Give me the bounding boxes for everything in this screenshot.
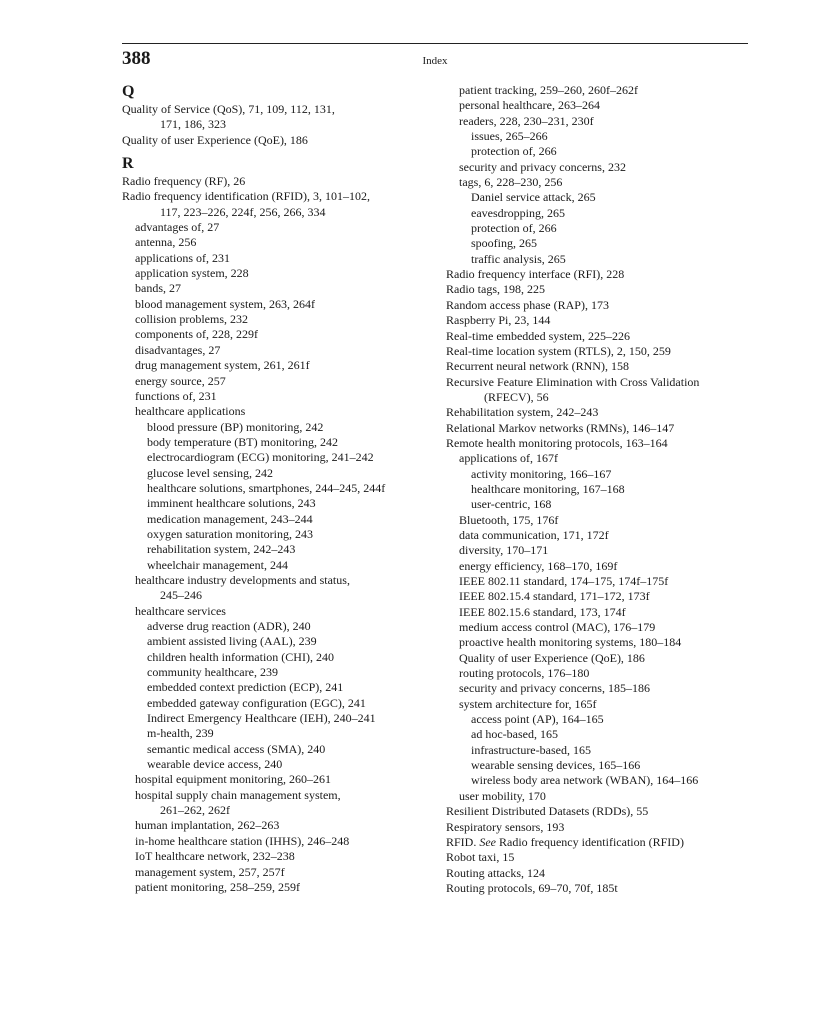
index-entry-level-1: Raspberry Pi, 23, 144 <box>446 313 551 328</box>
index-entry-level-1: Robot taxi, 15 <box>446 850 515 865</box>
index-entry-level-2: disadvantages, 27 <box>135 342 221 357</box>
index-entry-level-1: Real-time embedded system, 225–226 <box>446 328 630 343</box>
index-entry-level-2: human implantation, 262–263 <box>135 818 280 833</box>
index-entry-level-3: semantic medical access (SMA), 240 <box>147 741 326 756</box>
index-entry-level-3: embedded context prediction (ECP), 241 <box>147 680 344 695</box>
index-entry-level-3: healthcare monitoring, 167–168 <box>471 481 625 496</box>
index-entry-level-1: Radio frequency identification (RFID), 3, 101–102, <box>122 189 370 204</box>
index-entry-level-2: medium access control (MAC), 176–179 <box>459 620 656 635</box>
index-section-letter: R <box>122 155 134 173</box>
index-entry-level-1: Random access phase (RAP), 173 <box>446 297 609 312</box>
index-entry-level-3: wheelchair management, 244 <box>147 557 288 572</box>
index-entry-level-1: Real-time location system (RTLS), 2, 150, 259 <box>446 343 671 358</box>
index-section-letter: Q <box>122 83 135 100</box>
index-column-right <box>446 83 748 896</box>
index-entry-level-2: diversity, 170–171 <box>459 543 549 558</box>
index-entry-level-2: proactive health monitoring systems, 180–184 <box>459 635 682 650</box>
index-entry-level-2: functions of, 231 <box>135 388 217 403</box>
index-entry-level-3: wireless body area network (WBAN), 164–166 <box>471 773 699 788</box>
index-entry-level-2: personal healthcare, 263–264 <box>459 98 600 113</box>
index-entry-level-2: IEEE 802.11 standard, 174–175, 174f–175f <box>459 574 669 588</box>
index-entry-level-2: applications of, 167f <box>459 451 558 466</box>
index-entry-level-3: infrastructure-based, 165 <box>471 742 591 757</box>
index-entry-level-1: Rehabilitation system, 242–243 <box>446 405 599 420</box>
index-entry-level-2: user mobility, 170 <box>459 788 546 803</box>
index-entry-continuation: 171, 186, 323 <box>160 117 226 132</box>
index-entry-level-2: Quality of user Experience (QoE), 186 <box>459 650 645 665</box>
index-entry-level-1: Radio tags, 198, 225 <box>446 282 545 297</box>
index-entry-level-3: blood pressure (BP) monitoring, 242 <box>147 419 324 434</box>
index-entry-level-2: IEEE 802.15.6 standard, 173, 174f <box>459 604 626 619</box>
cross-reference-target: Radio frequency identification (RFID) <box>499 834 684 849</box>
index-entry-level-1: Quality of user Experience (QoE), 186 <box>122 132 308 147</box>
index-entry-level-1: Recurrent neural network (RNN), 158 <box>446 359 629 374</box>
index-entry-level-3: children health information (CHI), 240 <box>147 649 334 664</box>
index-entry-level-1: Recursive Feature Elimination with Cross Validation <box>446 374 700 389</box>
index-entry-level-3: Daniel service attack, 265 <box>471 190 596 205</box>
index-entry-level-3: oxygen saturation monitoring, 243 <box>147 526 313 541</box>
index-entry-level-1: Radio frequency (RF), 26 <box>122 174 246 189</box>
index-entry-continuation: 117, 223–226, 224f, 256, 266, 334 <box>160 204 326 219</box>
index-entry-level-2: management system, 257, 257f <box>135 864 285 879</box>
index-entry-level-3: medication management, 243–244 <box>147 511 313 526</box>
index-entry-continuation: 261–262, 262f <box>160 803 230 818</box>
index-entry-level-3: wearable device access, 240 <box>147 757 283 772</box>
index-entry-level-2: healthcare services <box>135 603 226 618</box>
index-entry-level-2: collision problems, 232 <box>135 312 248 327</box>
index-entry-level-3: user-centric, 168 <box>471 497 552 512</box>
index-entry-level-3: glucose level sensing, 242 <box>147 465 273 480</box>
running-head: Index <box>422 55 448 67</box>
index-entry-level-2: readers, 228, 230–231, 230f <box>459 113 594 128</box>
index-entry-level-2: routing protocols, 176–180 <box>459 666 590 681</box>
index-entry-level-2: bands, 27 <box>135 281 181 296</box>
index-entry-level-2: tags, 6, 228–230, 256 <box>459 175 563 190</box>
index-entry-level-3: Indirect Emergency Healthcare (IEH), 240–241 <box>147 711 376 726</box>
index-entry-level-2: application system, 228 <box>135 266 249 281</box>
index-entry-level-2: in-home healthcare station (IHHS), 246–248 <box>135 833 350 848</box>
index-entry-level-2: energy source, 257 <box>135 373 226 388</box>
index-entry-level-2: IoT healthcare network, 232–238 <box>135 849 295 864</box>
index-entry-level-3: access point (AP), 164–165 <box>471 712 604 727</box>
index-entry-level-2: blood management system, 263, 264f <box>135 296 315 311</box>
index-entry-level-1: Relational Markov networks (RMNs), 146–147 <box>446 420 675 435</box>
index-entry-level-2: advantages of, 27 <box>135 220 220 235</box>
index-entry-level-1: Routing attacks, 124 <box>446 865 545 880</box>
index-entry-level-1: Remote health monitoring protocols, 163–164 <box>446 435 668 450</box>
index-entry-level-2: hospital supply chain management system, <box>135 787 341 802</box>
index-entry-level-2: components of, 228, 229f <box>135 327 258 342</box>
index-entry-level-2: data communication, 171, 172f <box>459 527 609 542</box>
index-entry-level-3: activity monitoring, 166–167 <box>471 466 612 481</box>
index-entry-level-2: IEEE 802.15.4 standard, 171–172, 173f <box>459 589 650 604</box>
index-entry-level-2: healthcare applications <box>135 404 246 419</box>
see-label: See <box>479 834 496 849</box>
index-entry-level-2: healthcare industry developments and status, <box>135 572 350 587</box>
index-entry-level-1: Quality of Service (QoS), 71, 109, 112, 131, <box>122 102 335 116</box>
index-entry-level-2: Bluetooth, 175, 176f <box>459 512 559 527</box>
index-entry-level-3: issues, 265–266 <box>471 129 548 144</box>
index-entry-level-3: ad hoc-based, 165 <box>471 727 558 742</box>
index-cross-reference <box>446 835 748 850</box>
index-entry-level-2: applications of, 231 <box>135 250 230 265</box>
index-entry-level-2: energy efficiency, 168–170, 169f <box>459 558 618 573</box>
index-entry-level-2: hospital equipment monitoring, 260–261 <box>135 772 331 787</box>
index-entry-level-3: m-health, 239 <box>147 726 214 741</box>
index-entry-level-2: security and privacy concerns, 232 <box>459 159 626 174</box>
index-entry-level-3: spoofing, 265 <box>471 236 537 251</box>
index-entry-level-1: Resilient Distributed Datasets (RDDs), 55 <box>446 804 649 819</box>
index-entry-level-2: patient tracking, 259–260, 260f–262f <box>459 83 638 97</box>
index-entry-level-3: electrocardiogram (ECG) monitoring, 241–242 <box>147 450 374 465</box>
index-entry-level-3: adverse drug reaction (ADR), 240 <box>147 619 311 633</box>
index-entry-level-3: traffic analysis, 265 <box>471 251 566 266</box>
index-entry-continuation: 245–246 <box>160 588 202 603</box>
index-entry-level-3: healthcare solutions, smartphones, 244–245, 244f <box>147 480 386 495</box>
index-entry-level-2: antenna, 256 <box>135 235 197 250</box>
index-entry-level-2: drug management system, 261, 261f <box>135 358 310 373</box>
index-entry-level-3: rehabilitation system, 242–243 <box>147 542 296 557</box>
cross-reference-head: RFID. <box>446 834 477 849</box>
page-number: 388 <box>122 48 151 69</box>
index-entry-level-1: Routing protocols, 69–70, 70f, 185t <box>446 880 618 895</box>
index-entry-level-3: eavesdropping, 265 <box>471 205 565 220</box>
index-entry-level-3: protection of, 266 <box>471 144 557 159</box>
index-entry-level-3: wearable sensing devices, 165–166 <box>471 758 641 773</box>
index-entry-level-3: community healthcare, 239 <box>147 665 278 680</box>
index-entry-level-3: embedded gateway configuration (EGC), 241 <box>147 695 366 710</box>
index-entry-level-3: body temperature (BT) monitoring, 242 <box>147 434 338 449</box>
index-entry-level-1: Radio frequency interface (RFI), 228 <box>446 267 625 282</box>
index-entry-level-3: imminent healthcare solutions, 243 <box>147 496 316 511</box>
index-entry-level-2: patient monitoring, 258–259, 259f <box>135 879 300 894</box>
page-header <box>122 48 748 70</box>
index-entry-level-2: system architecture for, 165f <box>459 696 597 711</box>
index-entry-level-3: ambient assisted living (AAL), 239 <box>147 634 317 649</box>
index-entry-level-2: security and privacy concerns, 185–186 <box>459 681 650 696</box>
index-entry-continuation: (RFECV), 56 <box>484 389 549 404</box>
index-entry-level-1: Respiratory sensors, 193 <box>446 819 565 834</box>
header-rule <box>122 43 748 44</box>
index-entry-level-3: protection of, 266 <box>471 221 557 236</box>
index-column-left <box>122 82 434 895</box>
